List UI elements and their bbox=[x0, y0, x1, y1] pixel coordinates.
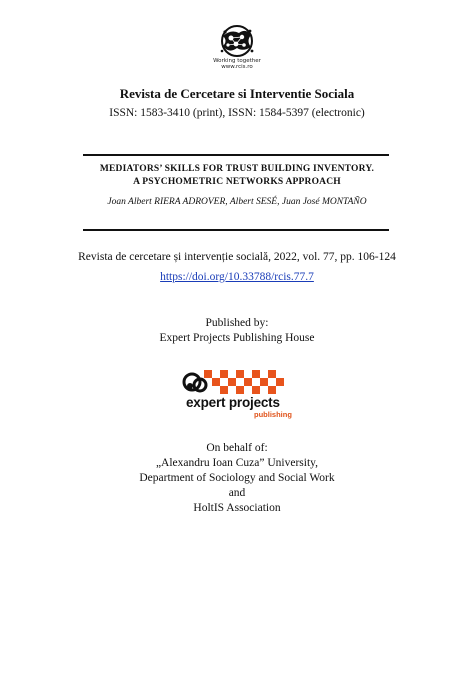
publisher-block bbox=[0, 316, 474, 346]
published-by-label: Published by: bbox=[205, 317, 269, 329]
publisher-logo-subtext: publishing bbox=[254, 410, 292, 419]
publisher-logo-text: expert projects bbox=[186, 395, 280, 410]
bottom-divider bbox=[83, 229, 389, 231]
article-title bbox=[0, 163, 474, 189]
publisher-name: Expert Projects Publishing House bbox=[159, 332, 315, 344]
department-name: Department of Sociology and Social Work bbox=[139, 472, 335, 484]
issn-line: ISSN: 1583-3410 (print), ISSN: 1584-5397 (electronic) bbox=[109, 107, 365, 119]
citation-text: Revista de cercetare și intervenție socială, 2022, vol. 77, pp. 106-124 bbox=[78, 251, 396, 263]
globe-network-icon bbox=[213, 24, 261, 58]
doi-line bbox=[0, 271, 474, 283]
logo-caption-line2: www.rcis.ro bbox=[221, 64, 253, 70]
association-name: HoltIS Association bbox=[193, 502, 281, 514]
journal-title: Revista de Cercetare si Interventie Sociala bbox=[119, 86, 355, 101]
expert-projects-logo-graphic bbox=[178, 368, 298, 398]
on-behalf-block bbox=[0, 441, 474, 516]
logo-caption-line1: Working together bbox=[213, 58, 261, 64]
journal-logo bbox=[213, 24, 261, 74]
publisher-logo bbox=[178, 368, 298, 424]
article-authors: Joan Albert RIERA ADROVER, Albert SESÉ, Juan José MONTAÑO bbox=[107, 197, 367, 207]
doi-link[interactable]: https://doi.org/10.33788/rcis.77.7 bbox=[160, 271, 314, 283]
top-divider bbox=[83, 154, 389, 156]
article-title-line2: A PSYCHOMETRIC NETWORKS APPROACH bbox=[133, 177, 341, 187]
and-connector: and bbox=[228, 487, 246, 499]
article-title-line1: MEDIATORS’ SKILLS FOR TRUST BUILDING INVENTORY. bbox=[99, 164, 375, 174]
on-behalf-label: On behalf of: bbox=[206, 442, 268, 454]
university-name: „Alexandru Ioan Cuza” University, bbox=[155, 457, 319, 469]
